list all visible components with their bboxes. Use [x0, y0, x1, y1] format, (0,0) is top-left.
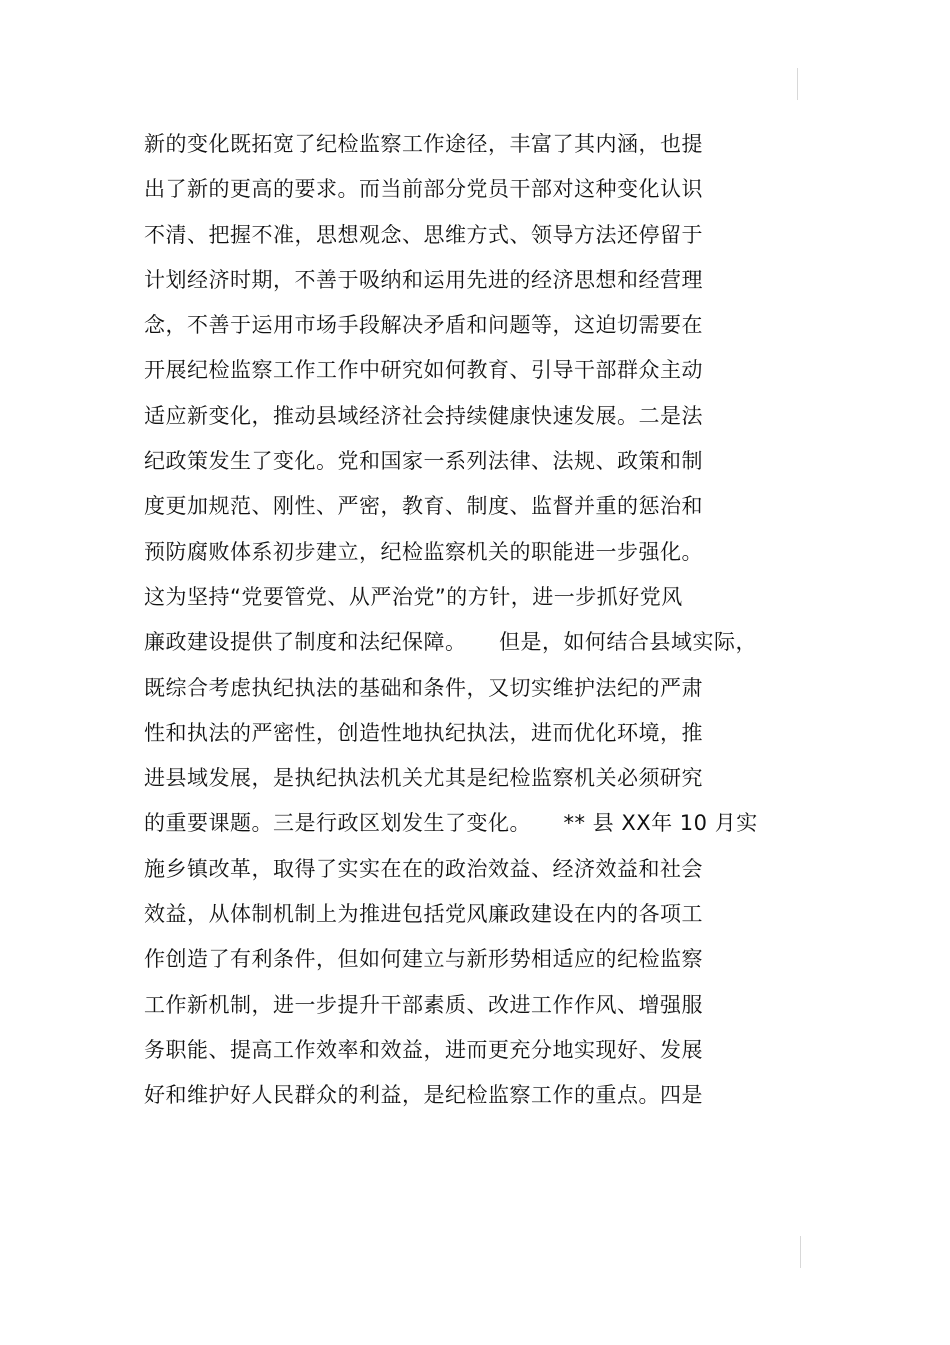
text-line: 好和维护好人民群众的利益，是纪检监察工作的重点。四是 [144, 1083, 703, 1108]
body-text [144, 122, 824, 1119]
text-line: 作创造了有利条件，但如何建立与新形势相适应的纪检监察 [144, 947, 703, 972]
text-line: 开展纪检监察工作工作中研究如何教育、引导干部群众主动 [144, 358, 703, 383]
text-line: 适应新变化，推动县域经济社会持续健康快速发展。二是法 [144, 403, 703, 428]
text-line: 新的变化既拓宽了纪检监察工作途径，丰富了其内涵，也提 [144, 132, 703, 156]
text-line: 纪政策发生了变化。党和国家一系列法律、法规、政策和制 [144, 449, 703, 474]
text-line: 的重要课题。三是行政区划发生了变化。 ** 县 XX年 10 月实 [144, 811, 758, 836]
text-line: 这为坚持“党要管党、从严治党”的方针，进一步抓好党风 [144, 584, 683, 609]
text-line: 效益，从体制机制上为推进包括党风廉政建设在内的各项工 [144, 902, 703, 927]
text-line: 廉政建设提供了制度和法纪保障。 但是，如何结合县域实际， [144, 630, 757, 655]
text-line: 不清、把握不准，思想观念、思维方式、领导方法还停留于 [144, 222, 703, 247]
text-line: 既综合考虑执纪执法的基础和条件，又切实维护法纪的严肃 [144, 675, 703, 700]
text-line: 性和执法的严密性，创造性地执纪执法，进而优化环境，推 [144, 720, 703, 745]
text-line: 念，不善于运用市场手段解决矛盾和问题等，这迫切需要在 [144, 313, 703, 338]
text-line: 工作新机制，进一步提升干部素质、改进工作作风、增强服 [144, 992, 703, 1017]
text-line: 施乡镇改革，取得了实实在在的政治效益、经济效益和社会 [144, 856, 703, 881]
page-edge-mark-bottom [800, 1236, 801, 1268]
text-line: 务职能、提高工作效率和效益，进而更充分地实现好、发展 [144, 1037, 703, 1062]
text-line: 进县域发展，是执纪执法机关尤其是纪检监察机关必须研究 [144, 766, 703, 791]
page-edge-mark-top [797, 68, 798, 100]
text-line: 出了新的更高的要求。而当前部分党员干部对这种变化认识 [144, 177, 703, 202]
text-line: 计划经济时期，不善于吸纳和运用先进的经济思想和经营理 [144, 267, 703, 292]
text-line: 度更加规范、刚性、严密，教育、制度、监督并重的惩治和 [144, 494, 703, 519]
text-line: 预防腐败体系初步建立，纪检监察机关的职能进一步强化。 [144, 539, 703, 564]
